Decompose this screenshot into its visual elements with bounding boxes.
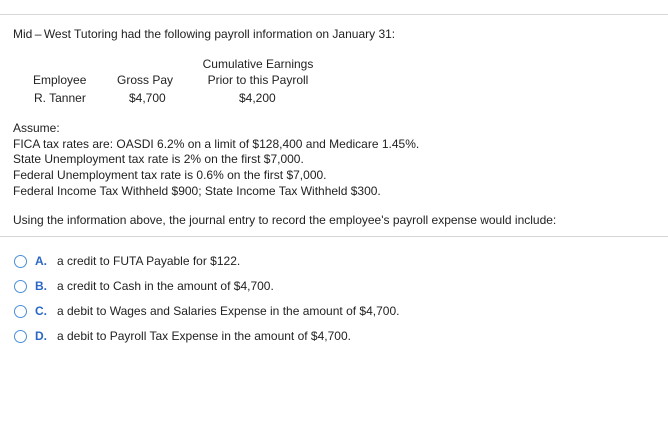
cell-cumulative: $4,200 — [239, 91, 276, 105]
assume-line: FICA tax rates are: OASDI 6.2% on a limit of $128,400 and Medicare 1.45%. — [13, 137, 420, 151]
assume-line: Federal Unemployment tax rate is 0.6% on the first $7,000. — [13, 168, 327, 182]
choice-letter: C. — [35, 304, 47, 318]
radio-button[interactable] — [14, 305, 27, 318]
top-divider — [0, 14, 668, 15]
radio-button[interactable] — [14, 280, 27, 293]
question-prompt: Using the information above, the journal entry to record the employee's payroll expense would include: — [13, 213, 557, 227]
choice-letter: D. — [35, 329, 47, 343]
cell-employee: R. Tanner — [34, 91, 86, 105]
choice-b[interactable] — [14, 279, 654, 297]
choice-text: a credit to Cash in the amount of $4,700. — [57, 279, 274, 293]
choice-letter: B. — [35, 279, 47, 293]
header-gross-pay: Gross Pay — [117, 73, 174, 87]
choice-a[interactable] — [14, 254, 654, 272]
assume-line: Federal Income Tax Withheld $900; State Income Tax Withheld $300. — [13, 184, 381, 198]
question-intro: Mid – West Tutoring had the following payroll information on January 31: — [13, 27, 396, 41]
choice-text: a debit to Wages and Salaries Expense in the amount of $4,700. — [57, 304, 400, 318]
cell-gross-pay: $4,700 — [129, 91, 166, 105]
choice-letter: A. — [35, 254, 47, 268]
header-employee: Employee — [33, 73, 87, 87]
header-cumulative-line2: Prior to this Payroll — [207, 73, 309, 87]
choice-text: a debit to Payroll Tax Expense in the amount of $4,700. — [57, 329, 351, 343]
header-cumulative-line1: Cumulative Earnings — [202, 57, 314, 71]
assume-line: State Unemployment tax rate is 2% on the first $7,000. — [13, 152, 304, 166]
assume-label: Assume: — [13, 121, 60, 135]
radio-button[interactable] — [14, 330, 27, 343]
radio-button[interactable] — [14, 255, 27, 268]
choice-text: a credit to FUTA Payable for $122. — [57, 254, 241, 268]
answer-divider — [0, 236, 668, 237]
choice-d[interactable] — [14, 329, 654, 347]
choice-c[interactable] — [14, 304, 654, 322]
